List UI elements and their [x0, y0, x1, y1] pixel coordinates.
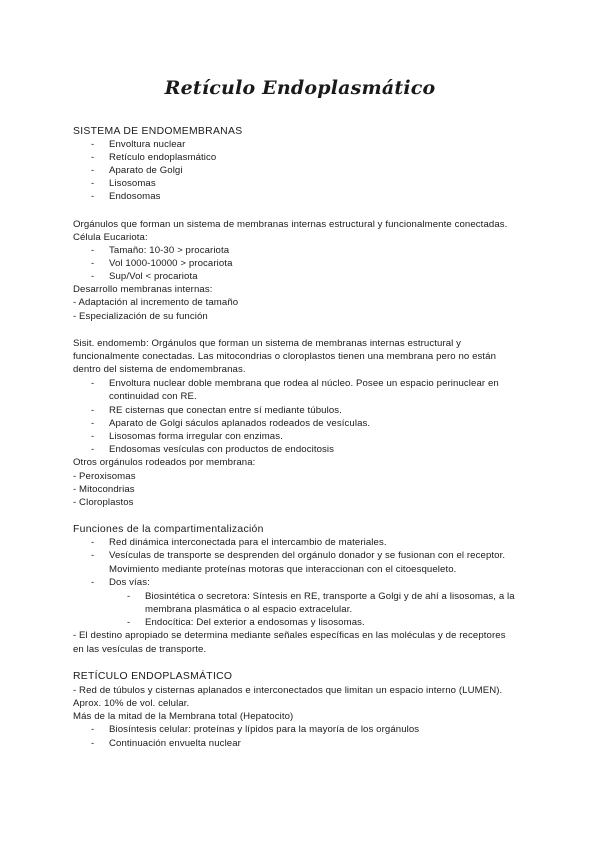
paragraph: Célula Eucariota: [73, 232, 148, 243]
paragraph: - Mitocondrias [73, 484, 135, 495]
paragraph: - Especialización de su función [73, 311, 208, 322]
list-item: - Envoltura nuclear doble membrana que rodea al núcleo. Posee un espacio perinuclear en [91, 378, 499, 389]
list-item: - Lisosomas forma irregular con enzimas. [91, 431, 283, 442]
list-item: - Vesículas de transporte se desprenden del orgánulo donador y se fusionan con el receptor. [91, 550, 506, 561]
paragraph: Orgánulos que forman un sistema de membranas internas estructural y funcionalmente conectadas. [73, 219, 508, 230]
paragraph: Desarrollo membranas internas: [73, 284, 213, 295]
list-item: - Tamaño: 10-30 > procariota [91, 245, 230, 256]
list-item: - Retículo endoplasmático [91, 152, 217, 163]
paragraph: - Peroxisomas [73, 471, 136, 482]
list-item: - RE cisternas que conectan entre sí mediante túbulos. [91, 405, 342, 416]
list-item: - Lisosomas [91, 178, 156, 189]
list-item: - Endosomas [91, 191, 161, 202]
list-item: - Aparato de Golgi sáculos aplanados rodeados de vesículas. [91, 418, 371, 429]
paragraph: en las vesículas de transporte. [73, 644, 207, 655]
list-item-continuation: Movimiento mediante proteínas motoras que interaccionan con el citoesqueleto. [109, 564, 457, 575]
paragraph: Aprox. 10% de vol. celular. [73, 698, 190, 709]
list-item-continuation: continuidad con RE. [109, 391, 197, 402]
paragraph: - El destino apropiado se determina mediante señales específicas en las moléculas y de receptores [73, 630, 506, 641]
section-heading-reticulo: RETÍCULO ENDOPLASMÁTICO [73, 671, 233, 682]
sub-list-item: - Biosintética o secretora: Síntesis en RE, transporte a Golgi y de ahí a lisosomas, a la [127, 591, 515, 602]
sub-list-item-continuation: membrana plasmática o al espacio extracelular. [145, 604, 353, 615]
section-heading-funciones: Funciones de la compartimentalización [73, 524, 264, 535]
paragraph: - Cloroplastos [73, 497, 134, 508]
paragraph: Otros orgánulos rodeados por membrana: [73, 457, 256, 468]
paragraph: - Red de túbulos y cisternas aplanados e interconectados que limitan un espacio interno (LUMEN). [73, 685, 503, 696]
sub-list-item: - Endocítica: Del exterior a endosomas y lisosomas. [127, 617, 365, 628]
paragraph: funcionalmente conectadas. Las mitocondrias o cloroplastos tienen una membrana pero no están [73, 351, 497, 362]
list-item: - Aparato de Golgi [91, 165, 183, 176]
section-heading-endomembranas: SISTEMA DE ENDOMEMBRANAS [73, 126, 243, 137]
list-item: - Vol 1000-10000 > procariota [91, 258, 233, 269]
list-item: - Endosomas vesículas con productos de endocitosis [91, 444, 335, 455]
list-item: - Envoltura nuclear [91, 139, 186, 150]
document-title: Retículo Endoplasmático [164, 77, 436, 99]
list-item: - Red dinámica interconectada para el intercambio de materiales. [91, 537, 387, 548]
paragraph: - Adaptación al incremento de tamaño [73, 297, 239, 308]
list-item: - Continuación envuelta nuclear [91, 738, 241, 749]
paragraph: dentro del sistema de endomembranas. [73, 364, 246, 375]
paragraph: Más de la mitad de la Membrana total (Hepatocito) [73, 711, 294, 722]
list-item: - Sup/Vol < procariota [91, 271, 198, 282]
paragraph: Sisit. endomemb: Orgánulos que forman un sistema de membranas internas estructural y [73, 338, 462, 349]
list-item: - Biosíntesis celular: proteínas y lípidos para la mayoría de los orgánulos [91, 724, 420, 735]
list-item: - Dos vías: [91, 577, 150, 588]
